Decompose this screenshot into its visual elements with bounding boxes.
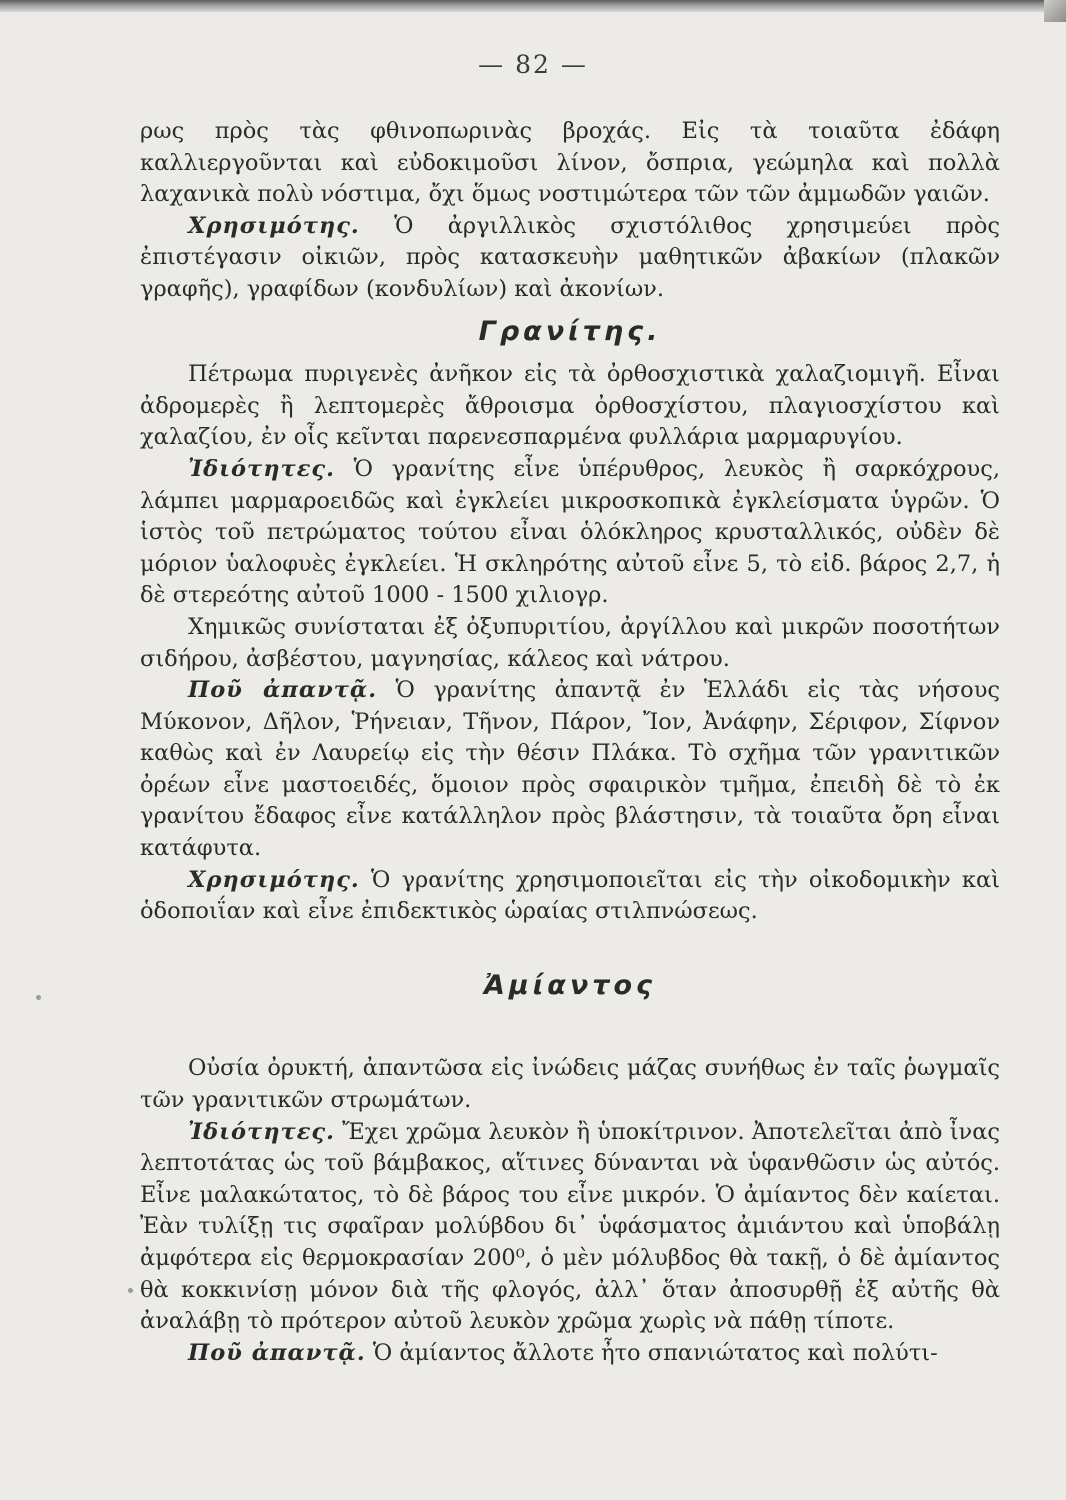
section-heading: Γρανίτης.	[478, 315, 662, 347]
paragraph-text: Ὁ ἀμίαντος ἄλλοτε ἦτο σπανιώτατος καὶ πολύτι-	[365, 1339, 938, 1366]
paragraph-text: Πέτρωμα πυριγενὲς ἀνῆκον εἰς τὰ ὀρθοσχιστικὰ χαλαζιομιγῆ. Εἶναι ἀδρομερὲς ἢ λεπτομερὲς ἄθροισμα ὀρθοσχίστου, πλαγιοσχίστου καὶ χαλαζίου, ἐν οἷς κεῖνται παρενεσπαρμένα φυλλάρια μαρμαρυγίου.	[140, 361, 1000, 451]
ink-speck	[128, 1288, 133, 1293]
page-number: — 82 —	[478, 50, 588, 79]
paragraph-text: Ἔχει χρῶμα λευκὸν ἢ ὑποκίτρινον. Ἀποτελεῖται ἀπὸ ἶνας λεπτοτάτας ὡς τοῦ βάμβακος, αἵτινες δύνανται νὰ ὑφανθῶσιν ὡς αὐτός. Εἶνε μαλακώτατος, τὸ δὲ βάρος του εἶνε μικρόν. Ὁ ἀμίαντος δὲν καίεται. Ἐὰν τυλίξῃ τις σφαῖραν μολύβδου δι᾽ ὑφάσματος ἀμιάντου καὶ ὑποβάλῃ ἀμφότερα εἰς θερμοκρασίαν 200⁰, ὁ μὲν μόλυβδος θὰ τακῇ, ὁ δὲ ἀμίαντος θὰ κοκκινίσῃ μόνον διὰ τῆς φλογός, ἀλλ᾽ ὅταν ἀποσυρθῇ ἐξ αὐτῆς θὰ ἀναλάβῃ τὸ πρότερον αὐτοῦ λευκὸν χρῶμα χωρὶς νὰ πάθῃ τίποτε.	[140, 1118, 1000, 1335]
paragraph-text: Ὁ γρανίτης ἀπαντᾷ ἐν Ἑλλάδι εἰς τὰς νήσους Μύκονον, Δῆλον, Ῥήνειαν, Τῆνον, Πάρον, Ἴον, Ἀνάφην, Σέριφον, Σίφνον καθὼς καὶ ἐν Λαυρείῳ εἰς τὴν θέσιν Πλάκα. Τὸ σχῆμα τῶν γρανιτικῶν ὀρέων εἶνε μαστοειδές, ὅμοιον πρὸς σφαιρικὸν τμῆμα, ἐπειδὴ δὲ τὸ ἐκ γρανίτου ἔδαφος εἶνε κατάλληλον πρὸς βλάστησιν, τὰ τοιαῦτα ὄρη εἶναι κατάφυτα.	[140, 677, 1000, 862]
paragraph	[140, 359, 1000, 454]
paragraph-lead: Χρησιμότης.	[188, 866, 360, 893]
paragraph-text: Χημικῶς συνίσταται ἐξ ὀξυπυριτίου, ἀργίλλου καὶ μικρῶν ποσοτήτων σιδήρου, ἀσβέστου, μαγνησίας, κάλεος καὶ νάτρου.	[140, 613, 1000, 672]
scan-top-edge	[0, 0, 1066, 12]
paragraph	[140, 454, 1000, 612]
scan-corner	[1044, 0, 1066, 22]
paragraph-text: ρως πρὸς τὰς φθινοπωρινὰς βροχάς. Εἰς τὰ τοιαῦτα ἐδάφη καλλιεργοῦνται καὶ εὐδοκιμοῦσι λίνον, ὄσπρια, γεώμηλα καὶ πολλὰ λαχανικὰ πολὺ νόστιμα, ὄχι ὅμως νοστιμώτερα τῶν τῶν ἀμμωδῶν γαιῶν.	[140, 118, 1000, 208]
paragraph	[140, 612, 1000, 675]
paragraph-text: Ὁ ἀργιλλικὸς σχιστόλιθος χρησιμεύει πρὸς ἐπιστέγασιν οἰκιῶν, πρὸς κατασκευὴν μαθητικῶν ἀβακίων (πλακῶν γραφῆς), γραφίδων (κονδυλίων) καὶ ἀκονίων.	[140, 212, 1000, 302]
paragraph-text: Ὁ γρανίτης εἶνε ὑπέρυθρος, λευκὸς ἢ σαρκόχρους, λάμπει μαρμαροειδῶς καὶ ἐγκλείει μικροσκοπικὰ ἐγκλείσματα ὑγρῶν. Ὁ ἱστὸς τοῦ πετρώματος τούτου εἶναι ὁλόκληρος κρυσταλλικός, οὐδὲν δὲ μόριον ὑαλοφυὲς ἐγκλείει. Ἡ σκληρότης αὐτοῦ εἶνε 5, τὸ εἰδ. βάρος 2,7, ἡ δὲ στερεότης αὐτοῦ 1000 - 1500 χιλιογρ.	[140, 455, 1000, 609]
section-heading: Ἀμίαντος	[483, 969, 656, 1001]
ink-speck	[36, 995, 41, 1000]
paragraph	[140, 116, 1000, 211]
paragraph-lead: Ἰδιότητες.	[188, 1118, 335, 1145]
paragraph	[140, 865, 1000, 928]
paragraph	[140, 1338, 1000, 1370]
paragraph-text: Οὐσία ὀρυκτή, ἀπαντῶσα εἰς ἰνώδεις μάζας συνήθως ἐν ταῖς ῥωγμαῖς τῶν γρανιτικῶν στρωμάτων.	[140, 1055, 1000, 1114]
page-body	[140, 116, 1000, 1369]
paragraph	[140, 1053, 1000, 1116]
paragraph-lead: Ἰδιότητες.	[188, 455, 335, 482]
paragraph-lead: Ποῦ ἀπαντᾷ.	[188, 677, 378, 704]
paragraph-lead: Ποῦ ἀπαντᾷ.	[188, 1339, 366, 1366]
paragraph	[140, 211, 1000, 306]
paragraph-text: Ὁ γρανίτης χρησιμοποιεῖται εἰς τὴν οἰκοδομικὴν καὶ ὁδοποιΐαν καὶ εἶνε ἐπιδεκτικὸς ὡραίας στιλπνώσεως.	[140, 866, 1000, 925]
paragraph-lead: Χρησιμότης.	[188, 212, 360, 239]
paragraph	[140, 675, 1000, 865]
paragraph	[140, 1117, 1000, 1338]
